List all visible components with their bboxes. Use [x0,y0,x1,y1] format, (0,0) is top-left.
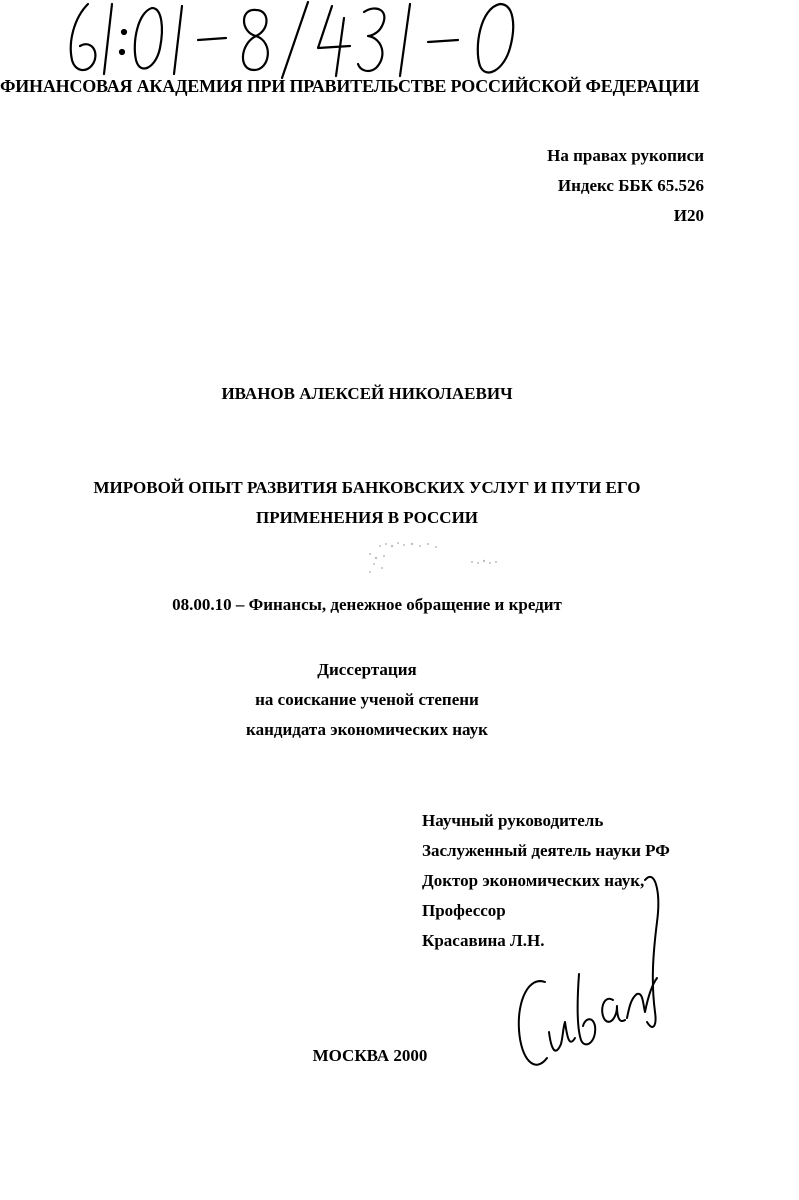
author-name: ИВАНОВ АЛЕКСЕЙ НИКОЛАЕВИЧ [221,384,513,403]
supervisor-rank: Профессор [422,901,506,920]
city-and-year: МОСКВА 2000 [312,1046,428,1065]
header-right-block [547,141,704,231]
supervisor-role: Научный руководитель [422,811,604,830]
title-line-1: МИРОВОЙ ОПЫТ РАЗВИТИЯ БАНКОВСКИХ УСЛУГ И ПУТИ ЕГО [93,478,641,497]
bbk-index: Индекс ББК 65.526 [557,176,704,195]
faint-library-stamp [340,532,510,582]
degree-line-1: Диссертация [317,660,417,679]
manuscript-rights-note: На правах рукописи [547,146,704,165]
dissertation-title [0,473,734,533]
title-line-2: ПРИМЕНЕНИЯ В РОССИИ [255,508,479,527]
degree-statement [0,655,734,745]
supervisor-name: Красавина Л.Н. [422,931,545,950]
degree-line-3: кандидата экономических наук [246,720,488,739]
specialty-code: 08.00.10 – Финансы, денежное обращение и кредит [172,595,562,614]
degree-line-2: на соискание ученой степени [255,690,479,709]
institution-name: ФИНАНСОВАЯ АКАДЕМИЯ ПРИ ПРАВИТЕЛЬСТВЕ РОССИЙСКОЙ ФЕДЕРАЦИИ [0,76,700,96]
supervisor-honor: Заслуженный деятель науки РФ [422,841,670,860]
handwritten-archive-number [60,0,580,82]
author-code: И20 [673,206,704,225]
supervisor-degree: Доктор экономических наук, [422,871,645,890]
